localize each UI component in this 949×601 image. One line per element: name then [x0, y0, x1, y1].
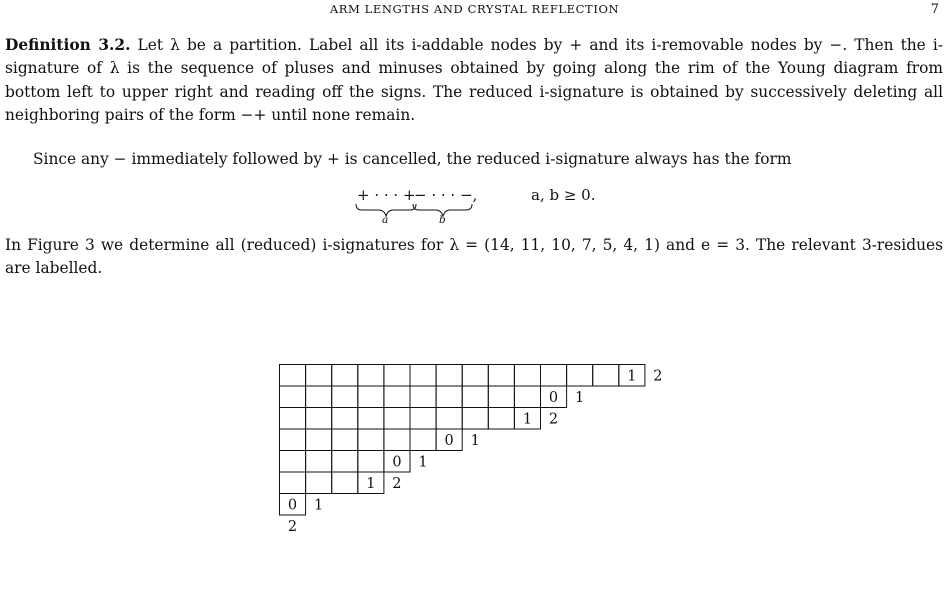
diagram-cell — [332, 429, 358, 451]
diagram-cell — [436, 365, 462, 387]
diagram-cell — [358, 451, 384, 473]
diagram-cell — [358, 386, 384, 408]
definition-text-line-5: remain. — [355, 105, 416, 124]
diagram-cell — [410, 386, 436, 408]
removable-residue-label: 0 — [287, 497, 298, 514]
diagram-cell — [488, 365, 514, 387]
diagram-cell — [306, 472, 332, 494]
diagram-cell — [384, 408, 410, 430]
removable-residue-label: 1 — [627, 368, 637, 385]
diagram-cell — [280, 429, 306, 451]
figure-intro-line-2: relevant 3-residues are labelled. — [5, 236, 943, 278]
diagram-cell — [436, 408, 462, 430]
diagram-cell — [488, 408, 514, 430]
diagram-cell — [462, 365, 488, 387]
diagram-cell — [332, 386, 358, 408]
plus-run: + · · · + — [357, 186, 416, 204]
diagram-cell — [593, 365, 619, 387]
addable-residue-label: 2 — [287, 518, 298, 535]
addable-residue-label: 1 — [574, 389, 585, 406]
subscript-b: b — [439, 214, 446, 226]
definition-text-line-3: rim of the Young diagram from bottom left to upper right and reading off the signs. The reduced — [5, 59, 943, 101]
diagram-cell — [384, 386, 410, 408]
diagram-cell — [541, 365, 567, 387]
addable-residue-label: 1 — [418, 454, 428, 471]
definition-text-line-2: by −. Then the i-signature of λ is the sequence of pluses and minuses obtained by going along the — [5, 36, 943, 78]
diagram-cell — [462, 408, 488, 430]
diagram-cell — [514, 365, 540, 387]
minus-run: − · · · −, — [414, 186, 478, 204]
definition-text-line-1: Let λ be a partition. Label all its i-addable nodes by + and its i-removable nodes — [130, 36, 797, 54]
diagram-cell — [436, 386, 462, 408]
diagram-cell — [306, 429, 332, 451]
diagram-cell — [410, 408, 436, 430]
figure-intro-line-1: In Figure 3 we determine all (reduced) i-signatures for λ = (14, 11, 10, 7, 5, 4, 1) and e = 3. The — [5, 236, 786, 254]
running-header: ARM LENGTHS AND CRYSTAL REFLECTION — [329, 2, 620, 16]
diagram-cell — [280, 386, 306, 408]
diagram-cell — [280, 472, 306, 494]
formula-condition: a, b ≥ 0. — [531, 186, 596, 204]
diagram-cell — [567, 365, 593, 387]
diagram-cell — [488, 386, 514, 408]
diagram-cell — [358, 429, 384, 451]
diagram-cell — [332, 408, 358, 430]
diagram-cell — [358, 365, 384, 387]
removable-residue-label: 0 — [444, 432, 454, 449]
page-number: 7 — [930, 2, 939, 17]
diagram-cell — [358, 408, 384, 430]
diagram-cell — [384, 429, 410, 451]
diagram-cell — [384, 365, 410, 387]
remark-text: Since any − immediately followed by + is cancelled, the reduced i-signature always has the form — [33, 150, 792, 168]
removable-residue-label: 0 — [392, 454, 402, 471]
diagram-cell — [514, 386, 540, 408]
definition-label: Definition 3.2. — [5, 36, 131, 54]
diagram-cell — [280, 365, 306, 387]
diagram-cell — [306, 386, 332, 408]
diagram-cell — [280, 408, 306, 430]
diagram-cell — [306, 365, 332, 387]
diagram-cell — [332, 472, 358, 494]
addable-residue-label: 2 — [548, 411, 559, 428]
diagram-cell — [332, 451, 358, 473]
definition-text-line-4: i-signature is obtained by successively deleting all neighboring pairs of the form −+ until none — [5, 82, 943, 124]
removable-residue-label: 0 — [548, 389, 559, 406]
removable-residue-label: 1 — [366, 475, 376, 492]
diagram-cell — [280, 451, 306, 473]
diagram-cell — [306, 451, 332, 473]
subscript-a: a — [382, 214, 389, 226]
removable-residue-label: 1 — [522, 411, 533, 428]
addable-residue-label: 2 — [653, 368, 663, 385]
diagram-cell — [462, 386, 488, 408]
diagram-cell — [410, 429, 436, 451]
addable-residue-label: 1 — [313, 497, 324, 514]
addable-residue-label: 1 — [470, 432, 480, 449]
diagram-cell — [306, 408, 332, 430]
diagram-cell — [410, 365, 436, 387]
addable-residue-label: 2 — [392, 475, 402, 492]
diagram-cell — [332, 365, 358, 387]
